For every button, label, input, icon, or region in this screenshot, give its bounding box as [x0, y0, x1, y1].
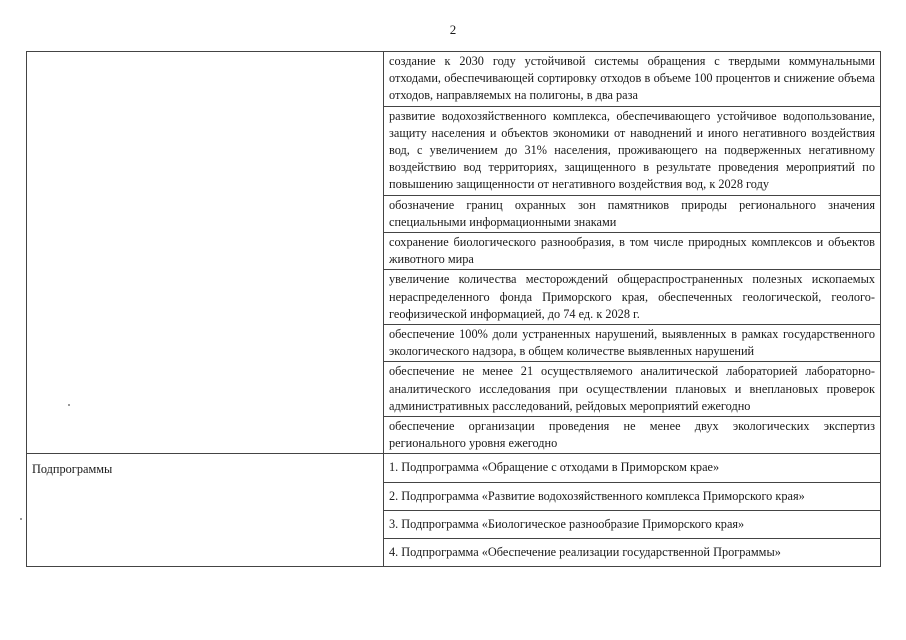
table-row	[27, 454, 881, 482]
indicator-cell: развитие водохозяйственного комплекса, обеспечивающего устойчивое водопользование, защиту населения и объектов экономики от наводнений и иного негативного воздействия вод, с увеличением до 31% населения, проживающего на подверженных негативному воздействию вод территориях, защищенного в результате проведения мероприятий по повышению защищенности от негативного воздействия вод, к 2028 году	[384, 106, 881, 195]
subprogram-item: 1. Подпрограмма «Обращение с отходами в Приморском крае»	[384, 454, 881, 482]
indicator-cell: обеспечение организации проведения не менее двух экологических экспертиз регионального уровня ежегодно	[384, 417, 881, 454]
subprograms-label: Подпрограммы	[27, 454, 384, 567]
program-passport-table	[26, 51, 881, 567]
scan-speck	[20, 518, 22, 520]
subprogram-item: 3. Подпрограмма «Биологическое разнообразие Приморского края»	[384, 510, 881, 538]
empty-label-cell	[27, 52, 384, 454]
indicator-cell: создание к 2030 году устойчивой системы обращения с твердыми коммунальными отходами, обеспечивающей сортировку отходов в объеме 100 процентов и снижение объема отходов, направляемых на полигоны, в два раза	[384, 52, 881, 107]
indicator-cell: сохранение биологического разнообразия, в том числе природных комплексов и объектов животного мира	[384, 233, 881, 270]
table-row	[27, 52, 881, 107]
subprogram-item: 2. Подпрограмма «Развитие водохозяйственного комплекса Приморского края»	[384, 482, 881, 510]
indicator-cell: обеспечение 100% доли устраненных нарушений, выявленных в рамках государственного экологического надзора, в общем количестве выявленных нарушений	[384, 325, 881, 362]
scan-speck	[68, 404, 70, 406]
subprogram-item: 4. Подпрограмма «Обеспечение реализации государственной Программы»	[384, 539, 881, 567]
indicator-cell: обозначение границ охранных зон памятников природы регионального значения специальными информационными знаками	[384, 195, 881, 232]
indicator-cell: увеличение количества месторождений общераспространенных полезных ископаемых нераспределенного фонда Приморского края, обеспеченных геологической, геолого-геофизической информацией, до 74 ед. к 2028 г.	[384, 270, 881, 325]
indicator-cell: обеспечение не менее 21 осуществляемого аналитической лабораторией лабораторно-аналитического исследования при осуществлении плановых и внеплановых проверок административных расследований, рейдовых мероприятий ежегодно	[384, 362, 881, 417]
page-number: 2	[449, 22, 457, 37]
